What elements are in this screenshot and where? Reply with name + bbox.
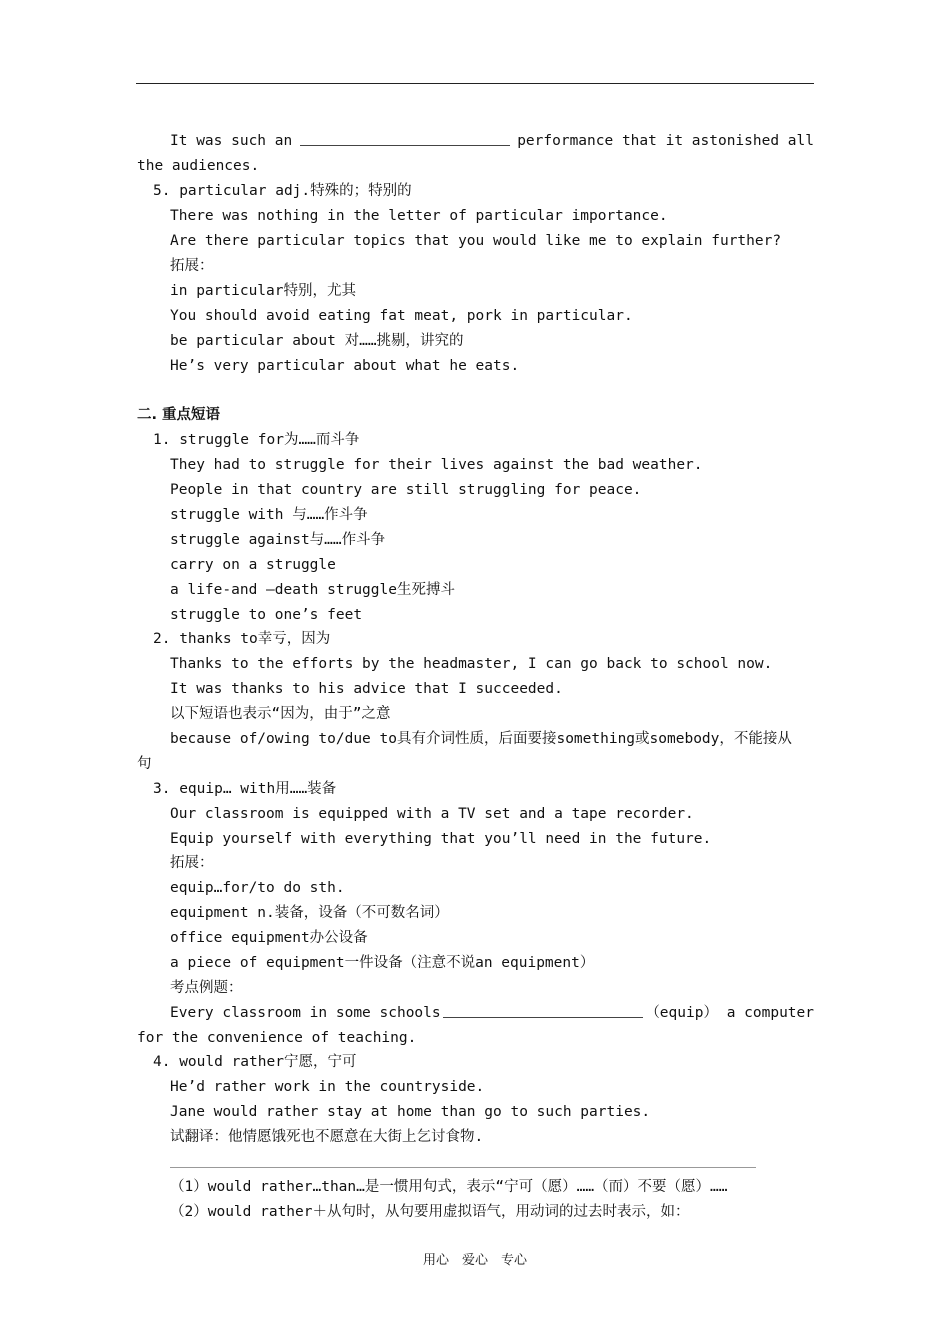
text-fragment: （equip） a computer bbox=[645, 1005, 814, 1021]
example-sentence: Thanks to the efforts by the headmaster, I can go back to school now. bbox=[170, 656, 773, 672]
text-line bbox=[170, 131, 814, 151]
example-sentence: Are there particular topics that you would like me to explain further? bbox=[170, 233, 782, 249]
example-sentence: It was thanks to his advice that I succeeded. bbox=[170, 681, 563, 697]
phrase-line: struggle against与……作斗争 bbox=[170, 532, 386, 548]
translation-task: 试翻译：他情愿饿死也不愿意在大街上乞讨食物. bbox=[170, 1129, 484, 1145]
section-title: 二. 重点短语 bbox=[137, 407, 221, 423]
example-sentence: There was nothing in the letter of particular importance. bbox=[170, 208, 668, 224]
item-heading: 5. particular adj.特殊的；特别的 bbox=[153, 183, 412, 199]
extension-label: 拓展： bbox=[170, 258, 214, 274]
phrase-line: struggle to one’s feet bbox=[170, 607, 363, 623]
phrase-line: office equipment办公设备 bbox=[170, 930, 368, 946]
example-sentence: People in that country are still struggling for peace. bbox=[170, 482, 642, 498]
text-fragment: performance that it astonished all bbox=[517, 133, 814, 149]
item-heading: 4. would rather宁愿，宁可 bbox=[153, 1054, 357, 1070]
fill-blank bbox=[443, 1003, 643, 1018]
item-heading: 3. equip… with用……装备 bbox=[153, 781, 337, 797]
extension-label: 拓展： bbox=[170, 855, 214, 871]
phrase-line: be particular about 对……挑剔，讲究的 bbox=[170, 333, 464, 349]
exam-question: for the convenience of teaching. bbox=[137, 1030, 417, 1046]
exam-label: 考点例题： bbox=[170, 980, 243, 996]
note-line: 以下短语也表示“因为，由于”之意 bbox=[170, 706, 391, 722]
text-fragment: It was such an bbox=[170, 133, 293, 149]
phrase-line: equipment n.装备，设备（不可数名词） bbox=[170, 905, 449, 921]
page-footer: 用心 爱心 专心 bbox=[422, 1253, 527, 1268]
item-heading: 2. thanks to幸亏，因为 bbox=[153, 631, 331, 647]
phrase-line: a piece of equipment一件设备（注意不说an equipment） bbox=[170, 955, 595, 971]
note-line: 句 bbox=[137, 756, 152, 772]
answer-line bbox=[170, 1167, 756, 1168]
fill-blank bbox=[300, 131, 510, 146]
phrase-line: a life-and –death struggle生死搏斗 bbox=[170, 582, 455, 598]
note-line: （2）would rather＋从句时，从句要用虚拟语气，用动词的过去时表示，如： bbox=[170, 1204, 690, 1220]
example-sentence: You should avoid eating fat meat, pork in particular. bbox=[170, 308, 633, 324]
example-sentence: Equip yourself with everything that you’ll need in the future. bbox=[170, 831, 712, 847]
item-heading: 1. struggle for为……而斗争 bbox=[153, 432, 360, 448]
header-rule bbox=[136, 83, 814, 84]
exam-question bbox=[170, 1003, 814, 1023]
example-sentence: Our classroom is equipped with a TV set and a tape recorder. bbox=[170, 806, 694, 822]
example-sentence: They had to struggle for their lives against the bad weather. bbox=[170, 457, 703, 473]
example-sentence: Jane would rather stay at home than go to such parties. bbox=[170, 1104, 651, 1120]
note-line: （1）would rather…than…是一惯用句式，表示“宁可（愿）……（而）不要（愿）…… bbox=[170, 1179, 728, 1195]
phrase-line: equip…for/to do sth. bbox=[170, 880, 345, 896]
example-sentence: He’d rather work in the countryside. bbox=[170, 1079, 485, 1095]
phrase-line: struggle with 与……作斗争 bbox=[170, 507, 368, 523]
phrase-line: in particular特别，尤其 bbox=[170, 283, 356, 299]
text-line: the audiences. bbox=[137, 158, 260, 174]
text-fragment: Every classroom in some schools bbox=[170, 1005, 441, 1021]
phrase-line: carry on a struggle bbox=[170, 557, 336, 573]
note-line: because of/owing to/due to具有介词性质，后面要接something或somebody，不能接从 bbox=[170, 731, 792, 747]
example-sentence: He’s very particular about what he eats. bbox=[170, 358, 520, 374]
